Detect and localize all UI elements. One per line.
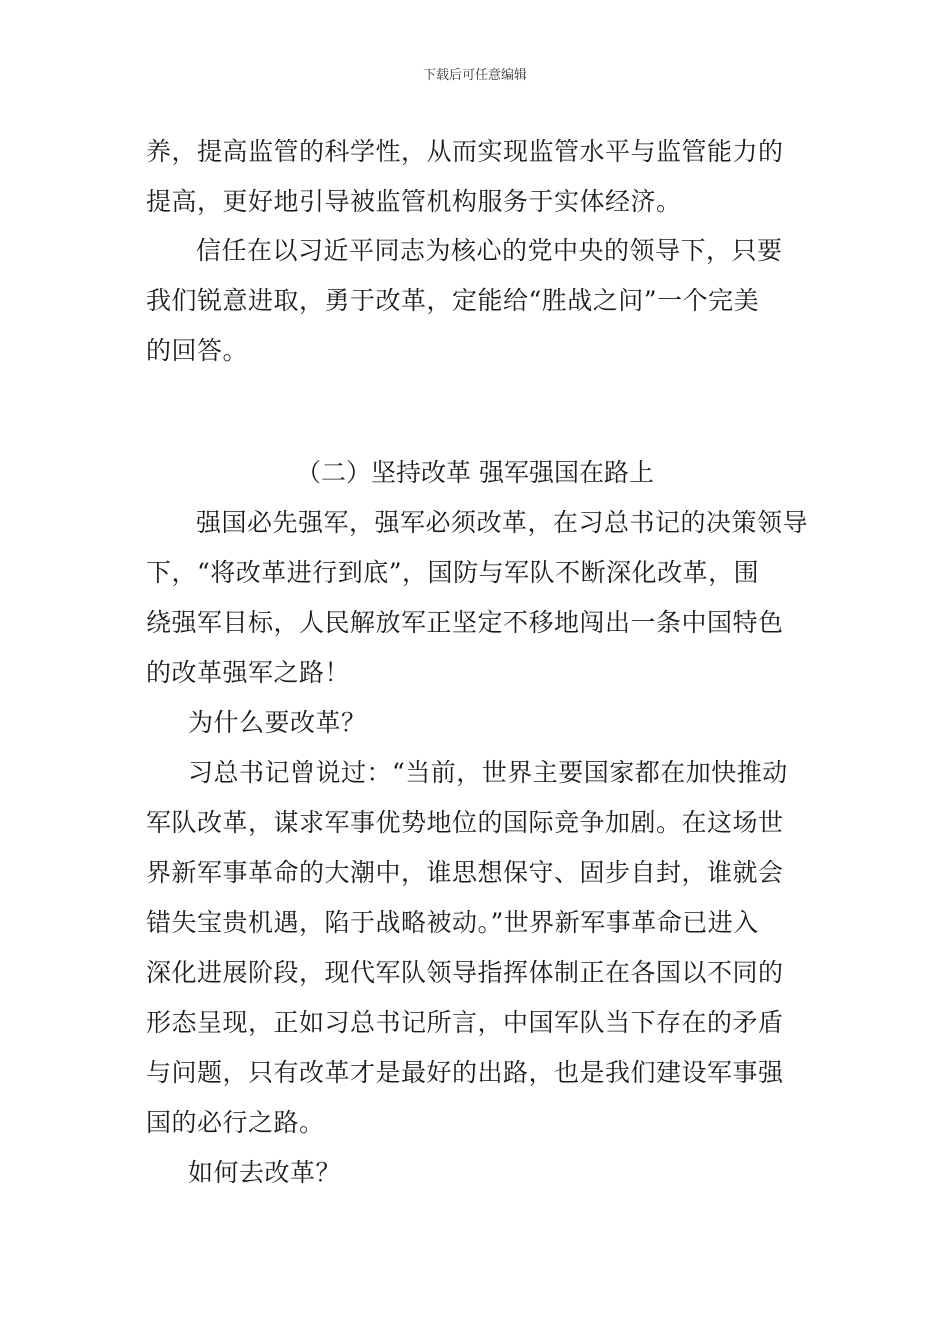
paragraph-line: 提高，更好地引导被监管机构服务于实体经济。 — [146, 187, 682, 216]
paragraph-line: 信任在以习近平同志为核心的党中央的领导下，只要 — [196, 236, 783, 265]
paragraph-line: 军队改革，谋求军事优势地位的国际竞争加剧。在这场世 — [146, 808, 784, 837]
paragraph-line: 我们锐意进取，勇于改革，定能给“胜战之问”一个完美 — [146, 286, 760, 315]
question-line: 为什么要改革？ — [188, 708, 367, 737]
paragraph-line: 深化进展阶段，现代军队领导指挥体制正在各国以不同的 — [146, 958, 784, 987]
paragraph-line: 错失宝贵机遇，陷于战略被动。”世界新军事革命已进入 — [146, 908, 759, 937]
page-header-note: 下载后可任意编辑 — [422, 68, 527, 83]
paragraph-line: 习总书记曾说过：“当前，世界主要国家都在加快推动 — [188, 758, 788, 787]
paragraph-line: 绕强军目标，人民解放军正坚定不移地闯出一条中国特色 — [146, 608, 784, 637]
paragraph-line: 养，提高监管的科学性，从而实现监管水平与监管能力的 — [146, 137, 784, 166]
question-line: 如何去改革？ — [188, 1158, 342, 1187]
paragraph-line: 的改革强军之路！ — [146, 658, 351, 687]
paragraph-line: 的回答。 — [146, 336, 249, 365]
paragraph-line: 国的必行之路。 — [146, 1108, 325, 1137]
paragraph-line: 形态呈现，正如习总书记所言，中国军队当下存在的矛盾 — [146, 1008, 784, 1037]
paragraph-line: 强国必先强军，强军必须改革，在习总书记的决策领导 — [196, 508, 809, 537]
section-heading: （二）坚持改革 强军强国在路上 — [296, 458, 654, 487]
paragraph-line: 下，“将改革进行到底”，国防与军队不断深化改革，围 — [146, 558, 760, 587]
paragraph-line: 界新军事革命的大潮中，谁思想保守、固步自封，谁就会 — [146, 858, 784, 887]
paragraph-line: 与问题，只有改革才是最好的出路，也是我们建设军事强 — [146, 1058, 784, 1087]
